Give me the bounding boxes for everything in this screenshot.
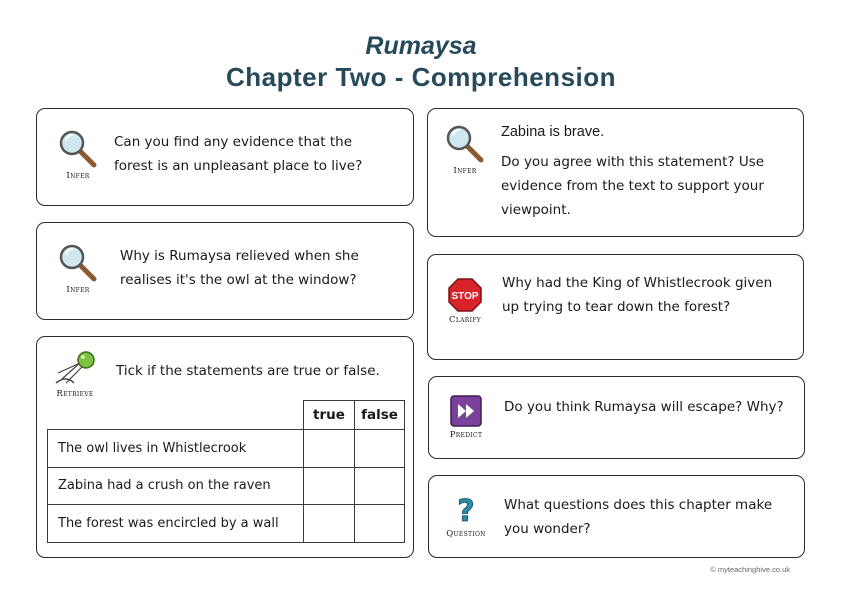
fast-forward-icon [449,394,483,428]
question-mark-icon [451,493,481,527]
stop-sign-icon [447,277,483,313]
infer-card-1 [36,108,414,206]
true-column-header: true [304,401,355,430]
infer-icon-group [53,129,103,181]
true-tick-box[interactable] [304,430,355,468]
question-card [428,475,805,558]
infer-question-1 [114,130,394,178]
true-tick-box[interactable] [304,467,355,505]
question-question [504,493,784,541]
infer-label: Infer [453,166,477,176]
infer-label: Infer [66,171,90,181]
question-text: What questions does this chapter make you wonder? [504,497,773,537]
question-icon-group [441,493,491,539]
predict-card [428,376,805,459]
infer-label: Infer [66,285,90,295]
statement-text: Zabina is brave. [501,124,605,140]
statement-cell: Zabina had a crush on the raven [48,467,304,505]
magnifying-glass-icon [58,243,98,283]
question-text: Do you agree with this statement? Use evidence from the text to support your viewpoint. [501,154,765,218]
question-text: Can you find any evidence that the forest is an unpleasant place to live? [114,134,363,174]
blank-header-cell [48,401,304,430]
false-tick-box[interactable] [355,430,405,468]
retrieve-card [36,336,414,558]
story-title: Rumaysa [365,32,477,60]
true-false-table [47,400,405,543]
copyright-credit: © myteachinghive.co.uk [710,565,790,574]
table-header-row [48,401,405,430]
retrieve-instruction [116,359,406,383]
predict-icon-group [441,394,491,440]
retrieve-ball-icon [52,349,98,387]
magnifying-glass-icon [58,129,98,169]
clarify-icon-group [440,277,490,325]
infer-question-3 [501,120,791,222]
infer-card-2 [36,222,414,320]
false-tick-box[interactable] [355,505,405,543]
infer-card-3 [427,108,804,237]
stop-sign-text: STOP [451,291,479,302]
clarify-card [427,254,804,360]
instruction-text: Tick if the statements are true or false. [116,363,380,379]
table-row [48,467,405,505]
question-text: Do you think Rumaysa will escape? Why? [504,399,784,415]
retrieve-label: Retrieve [56,389,94,399]
clarify-question [502,271,787,319]
retrieve-icon-group [50,349,100,399]
question-text: Why had the King of Whistlecrook given up trying to tear down the forest? [502,275,773,315]
infer-icon-group [440,124,490,176]
chapter-title: Chapter Two - Comprehension [225,62,617,92]
predict-question [504,395,784,419]
table-row [48,430,405,468]
infer-question-2 [120,244,390,292]
statement-cell: The owl lives in Whistlecrook [48,430,304,468]
statement-cell: The forest was encircled by a wall [48,505,304,543]
svg-text:?: ? [457,494,475,527]
false-tick-box[interactable] [355,467,405,505]
predict-label: Predict [449,430,483,440]
clarify-label: Clarify [449,315,481,325]
question-label: Question [446,529,486,539]
table-row [48,505,405,543]
true-tick-box[interactable] [304,505,355,543]
magnifying-glass-icon [445,124,485,164]
question-text: Why is Rumaysa relieved when she realises it's the owl at the window? [120,248,359,288]
infer-icon-group [53,243,103,295]
false-column-header: false [355,401,405,430]
